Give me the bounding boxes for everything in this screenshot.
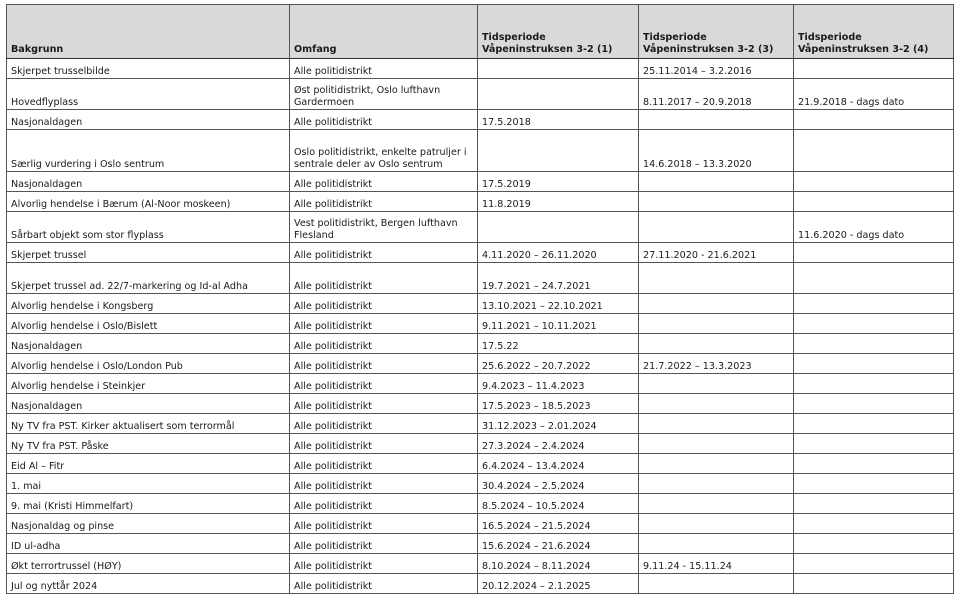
- cell-bakgrunn: Nasjonaldagen: [7, 394, 290, 414]
- cell-periode-1: 20.12.2024 – 2.1.2025: [478, 574, 639, 594]
- cell-periode-3: [639, 434, 794, 454]
- cell-periode-1: [478, 59, 639, 79]
- cell-periode-4: [794, 314, 954, 334]
- cell-periode-3: [639, 574, 794, 594]
- cell-bakgrunn: Nasjonaldagen: [7, 172, 290, 192]
- table-row: [7, 374, 954, 394]
- cell-periode-1: 15.6.2024 – 21.6.2024: [478, 534, 639, 554]
- cell-bakgrunn: Skjerpet trussel ad. 22/7-markering og Id-al Adha: [7, 263, 290, 294]
- cell-periode-4: [794, 172, 954, 192]
- cell-periode-1: 27.3.2024 – 2.4.2024: [478, 434, 639, 454]
- cell-periode-1: 17.5.2023 – 18.5.2023: [478, 394, 639, 414]
- cell-bakgrunn: Alvorlig hendelse i Bærum (Al-Noor moskeen): [7, 192, 290, 212]
- cell-bakgrunn: Alvorlig hendelse i Steinkjer: [7, 374, 290, 394]
- cell-periode-3: 8.11.2017 – 20.9.2018: [639, 79, 794, 110]
- cell-periode-3: [639, 314, 794, 334]
- cell-bakgrunn: Jul og nyttår 2024: [7, 574, 290, 594]
- cell-periode-3: [639, 494, 794, 514]
- cell-periode-4: [794, 294, 954, 314]
- table-row: [7, 514, 954, 534]
- cell-periode-4: [794, 454, 954, 474]
- cell-bakgrunn: Alvorlig hendelse i Oslo/London Pub: [7, 354, 290, 374]
- cell-omfang: Alle politidistrikt: [290, 554, 478, 574]
- table-row: [7, 314, 954, 334]
- cell-bakgrunn: Ny TV fra PST. Kirker aktualisert som terrormål: [7, 414, 290, 434]
- cell-omfang: Alle politidistrikt: [290, 59, 478, 79]
- cell-periode-1: 4.11.2020 – 26.11.2020: [478, 243, 639, 263]
- cell-periode-1: 9.4.2023 – 11.4.2023: [478, 374, 639, 394]
- cell-bakgrunn: Ny TV fra PST. Påske: [7, 434, 290, 454]
- cell-periode-4: [794, 554, 954, 574]
- cell-periode-1: 31.12.2023 – 2.01.2024: [478, 414, 639, 434]
- header-row: [7, 5, 954, 59]
- cell-periode-4: [794, 474, 954, 494]
- table-row: [7, 354, 954, 374]
- cell-periode-3: [639, 374, 794, 394]
- table-row: [7, 434, 954, 454]
- cell-bakgrunn: 1. mai: [7, 474, 290, 494]
- cell-omfang: Øst politidistrikt, Oslo lufthavn Gardermoen: [290, 79, 478, 110]
- cell-omfang: Alle politidistrikt: [290, 192, 478, 212]
- cell-bakgrunn: Skjerpet trusselbilde: [7, 59, 290, 79]
- header-periode-4: Tidsperiode Våpeninstruksen 3-2 (4): [794, 5, 954, 59]
- table-row: [7, 130, 954, 172]
- cell-omfang: Alle politidistrikt: [290, 414, 478, 434]
- cell-omfang: Vest politidistrikt, Bergen lufthavn Flesland: [290, 212, 478, 243]
- table-row: [7, 414, 954, 434]
- cell-omfang: Alle politidistrikt: [290, 534, 478, 554]
- cell-periode-1: [478, 212, 639, 243]
- cell-periode-3: 9.11.24 - 15.11.24: [639, 554, 794, 574]
- cell-periode-1: 9.11.2021 – 10.11.2021: [478, 314, 639, 334]
- table-body: [7, 59, 954, 594]
- cell-periode-1: [478, 79, 639, 110]
- table-row: [7, 110, 954, 130]
- cell-bakgrunn: Hovedflyplass: [7, 79, 290, 110]
- cell-bakgrunn: 9. mai (Kristi Himmelfart): [7, 494, 290, 514]
- cell-periode-3: [639, 294, 794, 314]
- cell-periode-3: [639, 110, 794, 130]
- cell-bakgrunn: Særlig vurdering i Oslo sentrum: [7, 130, 290, 172]
- cell-omfang: Alle politidistrikt: [290, 314, 478, 334]
- table-row: [7, 79, 954, 110]
- cell-periode-1: 6.4.2024 – 13.4.2024: [478, 454, 639, 474]
- cell-periode-1: 8.10.2024 – 8.11.2024: [478, 554, 639, 574]
- table-row: [7, 192, 954, 212]
- cell-omfang: Alle politidistrikt: [290, 243, 478, 263]
- cell-omfang: Alle politidistrikt: [290, 374, 478, 394]
- cell-omfang: Alle politidistrikt: [290, 394, 478, 414]
- table-row: [7, 394, 954, 414]
- cell-periode-4: [794, 394, 954, 414]
- table-row: [7, 474, 954, 494]
- cell-periode-4: [794, 110, 954, 130]
- table-row: [7, 534, 954, 554]
- cell-periode-1: 11.8.2019: [478, 192, 639, 212]
- cell-periode-4: [794, 494, 954, 514]
- cell-periode-1: 17.5.22: [478, 334, 639, 354]
- cell-periode-3: [639, 394, 794, 414]
- header-omfang: Omfang: [290, 5, 478, 59]
- cell-periode-3: [639, 172, 794, 192]
- cell-omfang: Alle politidistrikt: [290, 454, 478, 474]
- cell-periode-4: 11.6.2020 - dags dato: [794, 212, 954, 243]
- cell-periode-3: [639, 192, 794, 212]
- cell-periode-4: [794, 263, 954, 294]
- cell-periode-4: [794, 354, 954, 374]
- cell-omfang: Oslo politidistrikt, enkelte patruljer i sentrale deler av Oslo sentrum: [290, 130, 478, 172]
- cell-bakgrunn: Sårbart objekt som stor flyplass: [7, 212, 290, 243]
- cell-omfang: Alle politidistrikt: [290, 172, 478, 192]
- cell-periode-3: [639, 514, 794, 534]
- cell-periode-1: [478, 130, 639, 172]
- cell-periode-3: [639, 474, 794, 494]
- cell-bakgrunn: Skjerpet trussel: [7, 243, 290, 263]
- cell-omfang: Alle politidistrikt: [290, 334, 478, 354]
- header-periode-1: Tidsperiode Våpeninstruksen 3-2 (1): [478, 5, 639, 59]
- cell-periode-4: [794, 434, 954, 454]
- weapon-instruction-table: [6, 4, 954, 594]
- table-row: [7, 574, 954, 594]
- cell-periode-3: [639, 534, 794, 554]
- table-row: [7, 494, 954, 514]
- cell-omfang: Alle politidistrikt: [290, 574, 478, 594]
- cell-periode-4: [794, 243, 954, 263]
- cell-bakgrunn: Eid Al – Fitr: [7, 454, 290, 474]
- cell-periode-1: 13.10.2021 – 22.10.2021: [478, 294, 639, 314]
- table-row: [7, 59, 954, 79]
- cell-omfang: Alle politidistrikt: [290, 434, 478, 454]
- cell-periode-3: [639, 263, 794, 294]
- cell-periode-1: 19.7.2021 – 24.7.2021: [478, 263, 639, 294]
- cell-bakgrunn: Alvorlig hendelse i Kongsberg: [7, 294, 290, 314]
- cell-periode-4: [794, 414, 954, 434]
- cell-periode-3: 27.11.2020 - 21.6.2021: [639, 243, 794, 263]
- header-bakgrunn: Bakgrunn: [7, 5, 290, 59]
- cell-omfang: Alle politidistrikt: [290, 294, 478, 314]
- cell-periode-1: 8.5.2024 – 10.5.2024: [478, 494, 639, 514]
- cell-periode-4: [794, 514, 954, 534]
- cell-omfang: Alle politidistrikt: [290, 354, 478, 374]
- cell-periode-1: 25.6.2022 – 20.7.2022: [478, 354, 639, 374]
- cell-bakgrunn: Økt terrortrussel (HØY): [7, 554, 290, 574]
- table-row: [7, 263, 954, 294]
- table-row: [7, 172, 954, 192]
- table-row: [7, 454, 954, 474]
- cell-omfang: Alle politidistrikt: [290, 263, 478, 294]
- cell-bakgrunn: Alvorlig hendelse i Oslo/Bislett: [7, 314, 290, 334]
- cell-periode-4: [794, 192, 954, 212]
- table-row: [7, 554, 954, 574]
- cell-periode-4: [794, 574, 954, 594]
- cell-periode-3: 21.7.2022 – 13.3.2023: [639, 354, 794, 374]
- table-row: [7, 243, 954, 263]
- cell-omfang: Alle politidistrikt: [290, 110, 478, 130]
- table-row: [7, 334, 954, 354]
- cell-periode-3: [639, 334, 794, 354]
- cell-periode-4: [794, 59, 954, 79]
- cell-bakgrunn: Nasjonaldagen: [7, 110, 290, 130]
- cell-bakgrunn: Nasjonaldag og pinse: [7, 514, 290, 534]
- cell-periode-3: [639, 212, 794, 243]
- cell-omfang: Alle politidistrikt: [290, 514, 478, 534]
- cell-bakgrunn: Nasjonaldagen: [7, 334, 290, 354]
- cell-bakgrunn: ID ul-adha: [7, 534, 290, 554]
- cell-periode-1: 17.5.2019: [478, 172, 639, 192]
- cell-periode-3: [639, 454, 794, 474]
- cell-periode-4: [794, 334, 954, 354]
- cell-omfang: Alle politidistrikt: [290, 494, 478, 514]
- cell-periode-4: [794, 374, 954, 394]
- cell-periode-4: 21.9.2018 - dags dato: [794, 79, 954, 110]
- cell-periode-1: 16.5.2024 – 21.5.2024: [478, 514, 639, 534]
- cell-periode-4: [794, 534, 954, 554]
- cell-periode-3: 14.6.2018 – 13.3.2020: [639, 130, 794, 172]
- cell-periode-1: 17.5.2018: [478, 110, 639, 130]
- table-row: [7, 212, 954, 243]
- cell-periode-3: 25.11.2014 – 3.2.2016: [639, 59, 794, 79]
- header-periode-3: Tidsperiode Våpeninstruksen 3-2 (3): [639, 5, 794, 59]
- cell-periode-4: [794, 130, 954, 172]
- table-row: [7, 294, 954, 314]
- cell-periode-1: 30.4.2024 – 2.5.2024: [478, 474, 639, 494]
- cell-omfang: Alle politidistrikt: [290, 474, 478, 494]
- cell-periode-3: [639, 414, 794, 434]
